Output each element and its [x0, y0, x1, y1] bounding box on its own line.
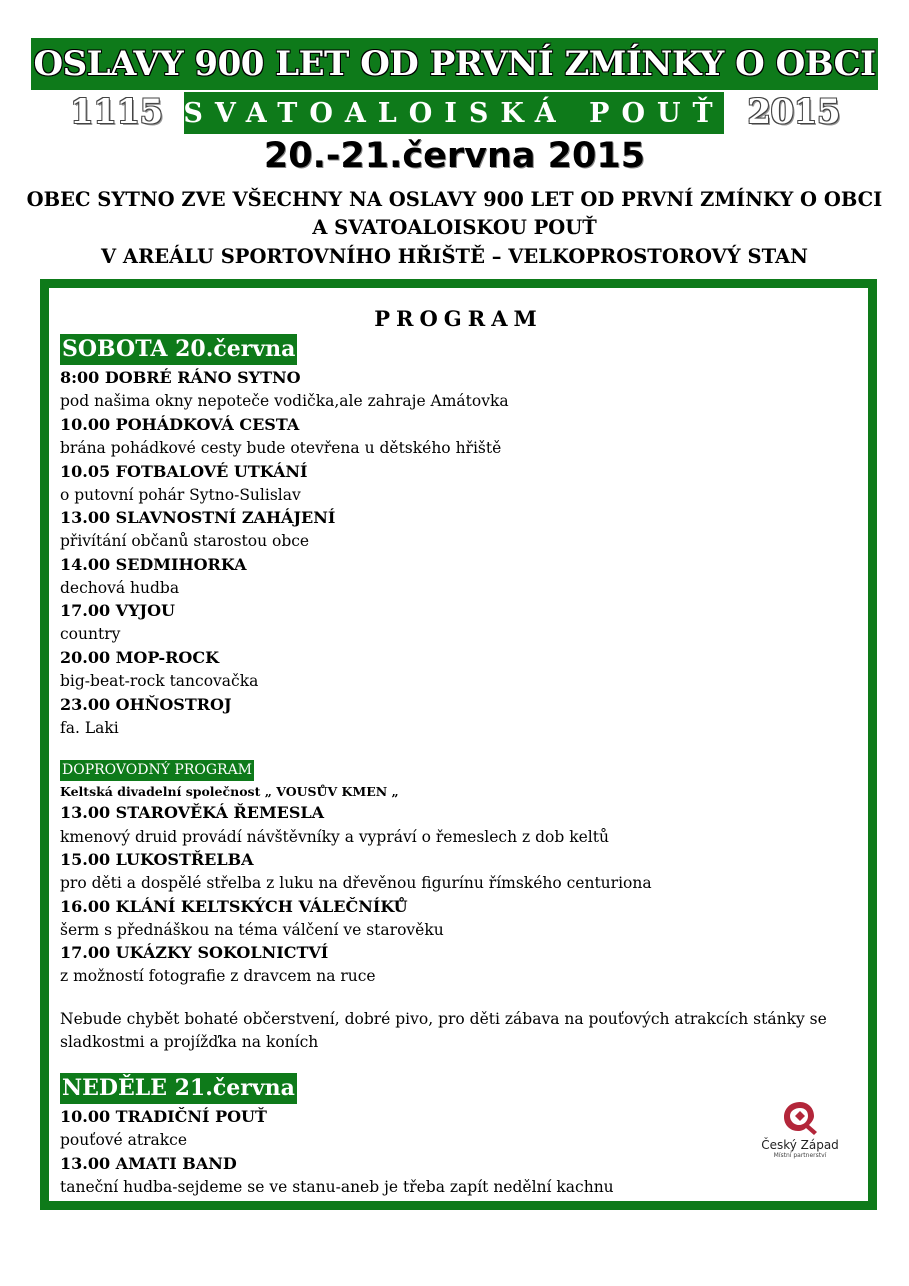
cesky-zapad-logo	[757, 1100, 843, 1172]
event-desc: pod našima okny nepoteče vodička,ale zahraje Amátovka	[60, 392, 509, 410]
event-title: 13.00 SLAVNOSTNÍ ZAHÁJENÍ	[60, 508, 336, 527]
year-left: 1115	[70, 92, 163, 132]
event-desc: fa. Laki	[60, 719, 119, 737]
event-desc: z možností fotografie z dravcem na ruce	[60, 967, 376, 985]
event-title: 13.00 STAROVĚKÁ ŘEMESLA	[60, 803, 325, 822]
event-desc: country	[60, 625, 121, 643]
event-date: 20.-21.června 2015	[263, 136, 646, 176]
event-title: 17.00 VYJOU	[60, 601, 175, 620]
accompanying-subtitle: Keltská divadelní společnost „ VOUSŮV KMEN „	[60, 784, 399, 799]
event-title: 17.00 UKÁZKY SOKOLNICTVÍ	[60, 943, 329, 962]
cesky-zapad-logo-icon	[757, 1100, 843, 1136]
saturday-heading: SOBOTA 20.června	[60, 334, 297, 365]
event-title: 13.00 AMATI BAND	[60, 1154, 237, 1173]
event-desc: big-beat-rock tancovačka	[60, 672, 259, 690]
event-desc: taneční hudba-sejdeme se ve stanu-aneb je třeba zapít nedělní kachnu	[60, 1178, 614, 1196]
subtitle-row	[70, 92, 840, 136]
event-title: 15.00 LUKOSTŘELBA	[60, 850, 254, 869]
event-title: 16.00 KLÁNÍ KELTSKÝCH VÁLEČNÍKŮ	[60, 897, 408, 916]
logo-name: Český Západ	[761, 1138, 839, 1152]
event-title: 10.05 FOTBALOVÉ UTKÁNÍ	[60, 462, 308, 481]
intro-line-3: V AREÁLU SPORTOVNÍHO HŘIŠTĚ – VELKOPROSTOROVÝ STAN	[101, 245, 808, 268]
pout-banner	[184, 92, 724, 134]
event-title: 20.00 MOP-ROCK	[60, 648, 219, 667]
title-banner	[31, 38, 878, 90]
event-desc: kmenový druid provádí návštěvníky a vypráví o řemeslech z dob keltů	[60, 828, 609, 846]
program-title: PROGRAM	[374, 306, 543, 331]
main-title: OSLAVY 900 LET OD PRVNÍ ZMÍNKY O OBCI	[33, 44, 876, 84]
event-desc: o putovní pohár Sytno-Sulislav	[60, 486, 301, 504]
program-frame	[40, 279, 877, 1210]
intro-line-1: OBEC SYTNO ZVE VŠECHNY NA OSLAVY 900 LET OD PRVNÍ ZMÍNKY O OBCI	[26, 188, 883, 211]
logo-subtitle: Místní partnerství	[773, 1152, 827, 1159]
intro-line-2: A SVATOALOISKOU POUŤ	[312, 216, 597, 239]
event-desc: brána pohádkové cesty bude otevřena u dětského hřiště	[60, 439, 502, 457]
refreshments-note: Nebude chybět bohaté občerstvení, dobré pivo, pro děti zábava na pouťových atrakcích stánky se sladkostmi a projížďka na koních	[60, 1010, 827, 1051]
event-desc: přivítání občanů starostou obce	[60, 532, 310, 550]
event-title: 10.00 TRADIČNÍ POUŤ	[60, 1107, 267, 1126]
event-title: 14.00 SEDMIHORKA	[60, 555, 247, 574]
event-desc: dechová hudba	[60, 579, 180, 597]
event-desc: pouťové atrakce	[60, 1131, 188, 1149]
event-desc: šerm s přednáškou na téma válčení ve starověku	[60, 921, 444, 939]
pout-title: SVATOALOISKÁ POUŤ	[183, 97, 725, 129]
event-title: 8:00 DOBRÉ RÁNO SYTNO	[60, 368, 301, 387]
event-desc: pro děti a dospělé střelba z luku na dřevěnou figurínu římského centuriona	[60, 874, 652, 892]
event-title: 10.00 POHÁDKOVÁ CESTA	[60, 415, 300, 434]
accompanying-heading: DOPROVODNÝ PROGRAM	[60, 760, 254, 781]
event-title: 23.00 OHŇOSTROJ	[60, 695, 232, 714]
sunday-heading: NEDĚLE 21.června	[60, 1073, 297, 1104]
year-right: 2015	[747, 92, 840, 132]
